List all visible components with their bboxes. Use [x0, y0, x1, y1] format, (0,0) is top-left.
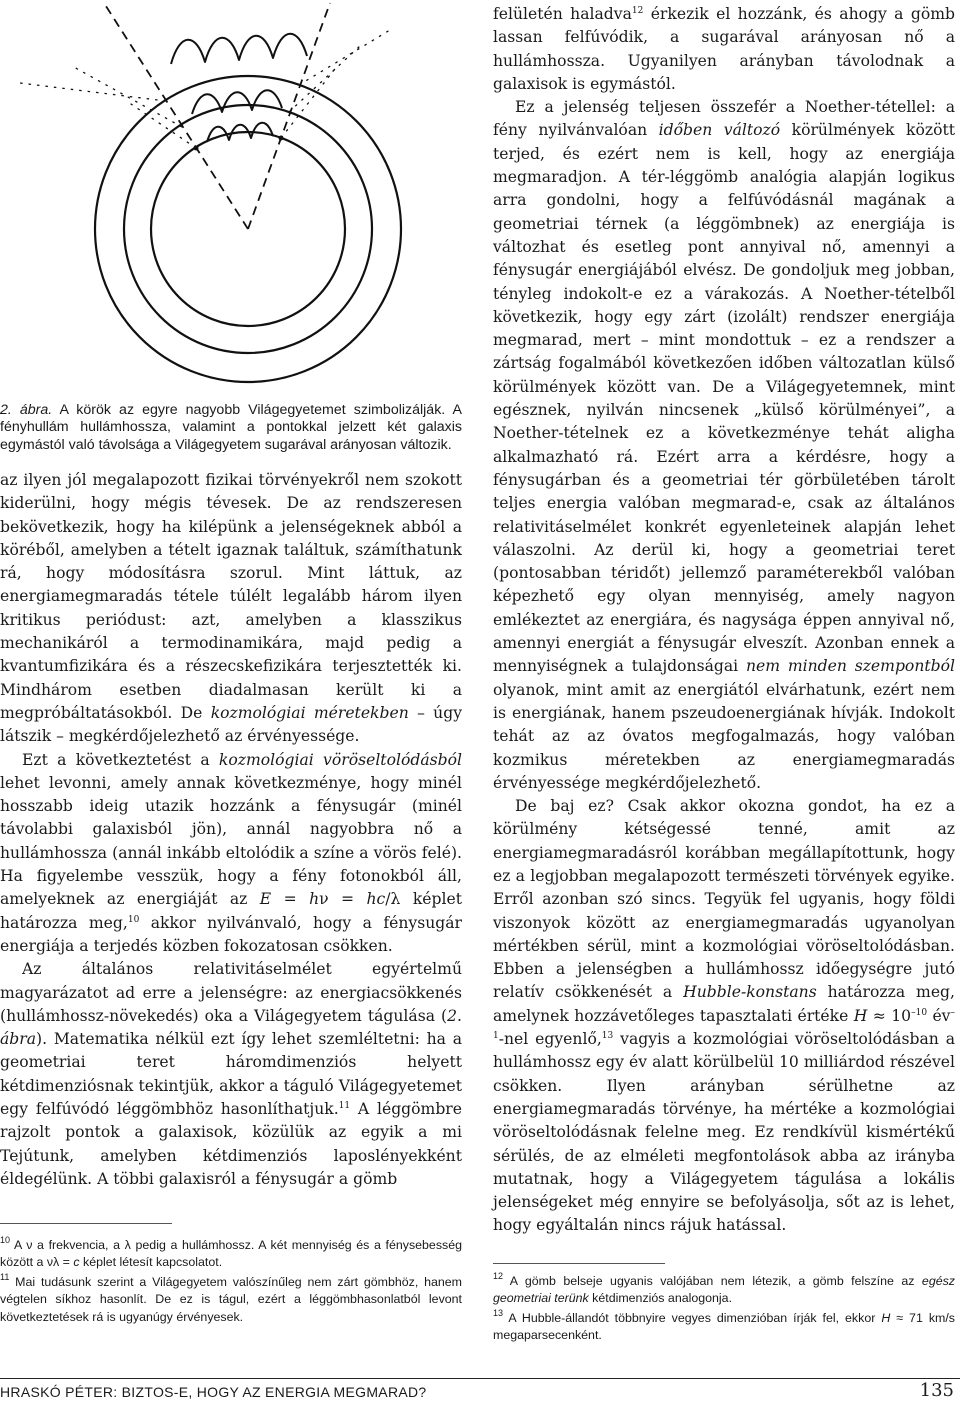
superscript: –1 [493, 1007, 955, 1042]
galaxy-trail-left-medium [72, 66, 182, 127]
text-run: Az általános relativitáselmélet egyértelmű magyarázatot ad erre a jelenségre: az energiacsökkenés (hullámhossz-növekedés) oka a Világegyetem tágulása ( [0, 960, 462, 1025]
light-wave-outer [171, 34, 307, 64]
italic-text: hc [366, 890, 386, 909]
galaxy-trail-left-large [20, 83, 166, 101]
text-run: vagyis a kozmológiai vöröseltolódásban a hullámhossz egy év alatt körülbelül 10 milliárdod részével csökken. Ilyen arányban sérülhetne az energiamegmaradás törvénye, ha mértéke a kozmológiai vöröseltolódásnak felelne meg. Ez rendkívül kismértékű sérülés, de az elméleti megfontolások abba az irányba mutatnak, hogy a Világegyetem tágulása a lokális jelenségeket még ennyire se befolyásolja, sőt az is lehet, hogy egyáltalán nincs rájuk hatással. [493, 1030, 956, 1235]
left-body-text [0, 469, 462, 1191]
superscript: 12 [493, 1271, 504, 1281]
footnote-10 [0, 1237, 462, 1272]
light-wave-middle [192, 90, 282, 114]
italic-text: 2. ábra [0, 1006, 462, 1049]
italic-text: kozmológiai méretekben [210, 703, 409, 722]
text-run: olyanok, mint amit az energiától elvárhatunk, ezért nem is energiának, hanem pszeudoenergiának hívják. Indokolt tehát az az óvatos megfogalmazás, hogy valóban kozmikus méretekben az energiamegmaradás érvényessége megkérdőjelezhető. [493, 680, 955, 792]
superscript: 13 [601, 1031, 614, 1042]
running-head: HRASKÓ PÉTER: BIZTOS-E, HOGY AZ ENERGIA MEGMARAD? [0, 1384, 427, 1400]
text-run: érkezik el hozzánk, és ahogy a gömb lassan felfúvódik, a sugarával arányosan nő a hullámhossza. Ugyanilyen arányban távolodnak a galaxisok is egymástól. [493, 5, 955, 93]
text-run: év [927, 1006, 951, 1025]
right-body-text [493, 3, 955, 1238]
right-paragraph-1 [493, 3, 955, 96]
expanding-universe-figure [0, 0, 462, 400]
text-run: De baj ez? Csak akkor okozna gondot, ha ez a körülmény kétségessé tenné, amit az energiamegmaradásról korábban megállapítottunk, hogy ez a legjobban megalapozott természeti törvények egyike. Erről azonban szó sincs. Tegyük fel ugyanis, hogy földi viszonyok között az energiamegmaradás ugyanolyan mértékben sérül, mint a kozmológiai vöröseltolódásban. Ebben a jelenségben a hullámhossz időegységre jutó relatív csökkenését a [493, 797, 955, 1002]
text-run: A ν a frekvencia, a λ pedig a hullámhossz. A két mennyiség és a fénysebesség között a νλ = [0, 1238, 462, 1270]
galaxy-ray-left [104, 3, 248, 229]
superscript: 11 [338, 1101, 351, 1112]
figure-caption-text: A körök az egyre nagyobb Világegyetemet szimbolizálják. A fényhullám hullámhossza, valamint a pontokkal jelzett két galaxis egymástól való távolsága a Világegyetem sugarával arányosan változik. [0, 402, 462, 453]
italic-text: c [73, 1255, 80, 1270]
figure-caption-label: 2. ábra. [0, 402, 53, 418]
figure-caption [0, 402, 462, 454]
footnotes-left [0, 1237, 462, 1328]
galaxy-trail-right-medium [289, 45, 361, 112]
galaxy-dot-left [194, 146, 199, 151]
text-run: körülmények között terjed, és ezért nem is kell, hogy az energiája megmaradjon. A tér-léggömb analógia alapján logikus arra gondolni, hogy a felfúvódásnál magának a geometriai térnek (a léggömbnek) az energiája is változhat és esetleg pont annyival nő, amennyi a fénysugár energiájából elvész. De gondoljuk meg jobban, tényleg indokolt-e ez a várakozás. A Noether-tételből következik, hogy egy zárt (izolált) rendszer energiája megmarad, mert – mint mondottuk – ez a rendszer a zártság fogalmából következően időben változatlan külső körülmények között van. De a Világegyetemnek, mint egésznek, nyilván nincsenek „külső körülményei”, a Noether-tételnek ez a következménye tehát aligha alkalmazható rá. Ezért arra a kérdésre, hogy a fénysugárban és a geometriai tér görbületében tárolt teljes energia valóban megmarad-e, csak az általános relativitáselmélet konkrét egyenleteinek alapján lehet válaszolni. Az derül ki, hogy a geometriai teret (pontosabban téridőt) jellemző paraméterekből valóban képezhető egy olyan mennyiség, amely nagyon emlékeztet az energiára, és nagysága éppen annyival nő, amennyi energiát a fénysugár elveszít. Azonban ennek a mennyiségnek a tulajdonságai [493, 121, 955, 676]
right-paragraph-3 [493, 795, 955, 1238]
text-run: Mai tudásunk szerint a Világegyetem valószínűleg nem zárt gömbhöz, hanem végtelen síkhoz hasonlít. De ez is tágul, ezért a léggömbhasonlatból levont következtetések rá is ugyanúgy érvényesek. [0, 1274, 462, 1324]
page-number: 135 [919, 1380, 954, 1401]
text-run: ≈ 71 km/s megaparsecenként. [493, 1310, 955, 1343]
text-run: -nel egyenlő, [498, 1030, 602, 1049]
footnote-separator-right [493, 1263, 665, 1264]
italic-text: kozmológiai vöröseltolódásból [218, 750, 462, 769]
left-paragraph-2 [0, 749, 462, 959]
text-run: lehet levonni, amely annak következménye, hogy minél hosszabb ideig utazik hozzánk a fénysugár (minél távolabbi galaxisból jön), annál nagyobbra nő a hullámhossza (annál inkább eltolódik a színe a vörös felé). Ha figyelembe vesszük, hogy a fény fotonokból áll, amelyeknek az energiáját az [0, 773, 462, 909]
italic-text: nem minden szempontból [745, 657, 955, 676]
page-footer [0, 1378, 960, 1402]
italic-text: Hubble-konstans [683, 983, 817, 1002]
footer-rule [0, 1378, 960, 1379]
left-paragraph-3 [0, 958, 462, 1191]
text-run: ). Matematika nélkül ezt így lehet szemléltetni: ha a geometriai teret háromdimenziós helyett kétdimenziósnak tekintjük, akkor a táguló Világegyetemet egy felfúvódó léggömbhöz hasonlíthatjuk. [0, 1030, 462, 1119]
superscript: 10 [0, 1235, 11, 1245]
footnote-separator-left [0, 1223, 172, 1224]
italic-text: E [259, 890, 272, 909]
text-run: határozza meg, amelynek hozzávetőleges tapasztalati értéke [493, 983, 955, 1025]
italic-text: h [309, 890, 320, 909]
left-paragraph-1 [0, 469, 462, 749]
text-run: Ezt a következtetést a [22, 750, 219, 769]
text-run: ν = [319, 890, 367, 909]
text-run: A léggömbre rajzolt pontok a galaxisok, közülük az egyik a mi Tejútunk, amelyben kétdimenziós laposlényekként éldegélünk. A többi galaxisról a fénysugár a gömb [0, 1100, 462, 1188]
superscript: –10 [911, 1007, 928, 1018]
text-run: A Hubble-állandót többnyire vegyes dimenzióban írják fel, ekkor [503, 1310, 882, 1325]
superscript: 11 [0, 1271, 10, 1282]
superscript: 10 [127, 914, 140, 925]
text-run: akkor nyilvánvaló, hogy a fénysugár energiája a terjedés közben fokozatosan csökken. [0, 913, 463, 955]
text-run: képlet létesít kapcsolatot. [79, 1255, 223, 1270]
text-run: A gömb belseje ugyanis valójában nem létezik, a gömb felszíne az [503, 1274, 922, 1288]
text-run: kétdimenziós analogonja. [588, 1291, 733, 1306]
italic-text: egész geometriai terünk [493, 1274, 955, 1306]
text-run: – úgy látszik – megkérdőjelezhető az érvényessége. [0, 703, 462, 746]
footnote-13 [493, 1307, 955, 1345]
italic-text: H [853, 1006, 868, 1025]
text-run: ≈ 10 [867, 1006, 912, 1025]
galaxy-trail-right-small [281, 65, 338, 138]
superscript: 12 [631, 6, 644, 16]
footnote-12 [493, 1273, 955, 1308]
italic-text: H [881, 1310, 891, 1325]
text-run: /λ képlet határozza meg, [0, 890, 462, 932]
text-run: Ez a jelenség teljesen összefér a Noether-tétellel: a fény nyilvánvalóan [493, 98, 955, 140]
italic-text: időben változó [658, 121, 781, 140]
text-run: felületén haladva [493, 5, 632, 23]
footnotes-right [493, 1273, 955, 1347]
superscript: 13 [493, 1307, 504, 1318]
footnote-11 [0, 1271, 462, 1326]
text-run: az ilyen jól megalapozott fizikai törvényekről nem szokott kiderülni, hogy mégis tévesek. De az rendszeresen bekövetkezik, hogy ha kilépünk a jelenségeknek abból a köréből, amelyben a tételt igaznak találtuk, számíthatunk rá, hogy módosításra szorul. Mint láttuk, az energiamegmaradás tétele túlélt legalább három ilyen kritikus periódust: azt, amelyben a klasszikus mechanikáról a termodinamikára, majd pedig a kvantumfizikára és a részecskefizikára terjesztették ki. Mindhárom esetben diadalmasan került ki a megpróbáltatásokból. De [0, 471, 462, 722]
galaxy-trail-right-large [299, 30, 390, 85]
text-run: = [271, 890, 310, 909]
right-paragraph-2 [493, 96, 955, 795]
galaxy-dot-right [279, 136, 284, 141]
